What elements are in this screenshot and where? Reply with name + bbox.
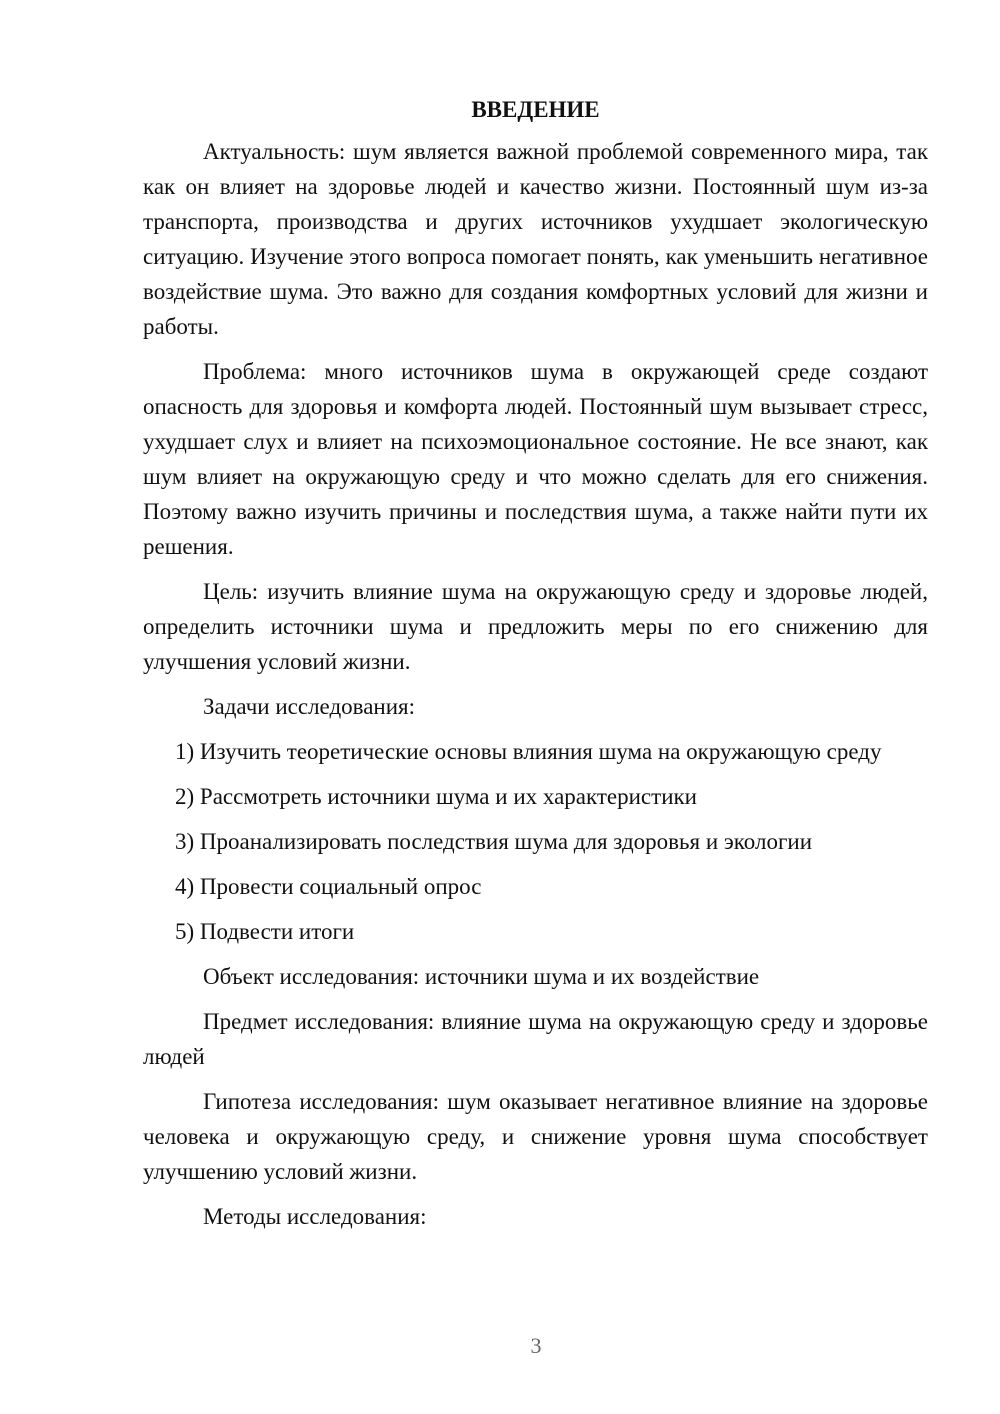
task-item: 3) Проанализировать последствия шума для здоровья и экологии [175, 829, 813, 854]
task-item: 1) Изучить теоретические основы влияния шума на окружающую среду [175, 739, 882, 764]
object-paragraph: Объект исследования: источники шума и их воздействие [203, 964, 760, 989]
subject-paragraph: Предмет исследования: влияние шума на окружающую среду и здоровье людей [143, 1009, 928, 1069]
page-content [143, 92, 928, 1244]
task-item: 5) Подвести итоги [175, 919, 355, 944]
tasks-heading: Задачи исследования: [203, 694, 416, 719]
task-item: 4) Провести социальный опрос [175, 874, 482, 899]
relevance-paragraph: Актуальность: шум является важной проблемой современного мира, так как он влияет на здоровье людей и качество жизни. Постоянный шум из-за транспорта, производства и других источников ухудшает экологическую ситуацию. Изучение этого вопроса помогает понять, как уменьшить негативное воздействие шума. Это важно для создания комфортных условий для жизни и работы. [143, 139, 928, 339]
hypothesis-paragraph: Гипотеза исследования: шум оказывает негативное влияние на здоровье человека и окружающую среду, и снижение уровня шума способствует улучшению условий жизни. [143, 1089, 928, 1184]
problem-paragraph: Проблема: много источников шума в окружающей среде создают опасность для здоровья и комфорта людей. Постоянный шум вызывает стресс, ухудшает слух и влияет на психоэмоциональное состояние. Не все знают, как шум влияет на окружающую среду и что можно сделать для его снижения. Поэтому важно изучить причины и последствия шума, а также найти пути их решения. [143, 359, 928, 559]
page-number: 3 [530, 1333, 542, 1358]
methods-heading: Методы исследования: [203, 1204, 427, 1229]
task-item: 2) Рассмотреть источники шума и их характеристики [175, 784, 697, 809]
goal-paragraph: Цель: изучить влияние шума на окружающую среду и здоровье людей, определить источники шума и предложить меры по его снижению для улучшения условий жизни. [143, 579, 928, 674]
section-title: ВВЕДЕНИЕ [471, 97, 600, 122]
